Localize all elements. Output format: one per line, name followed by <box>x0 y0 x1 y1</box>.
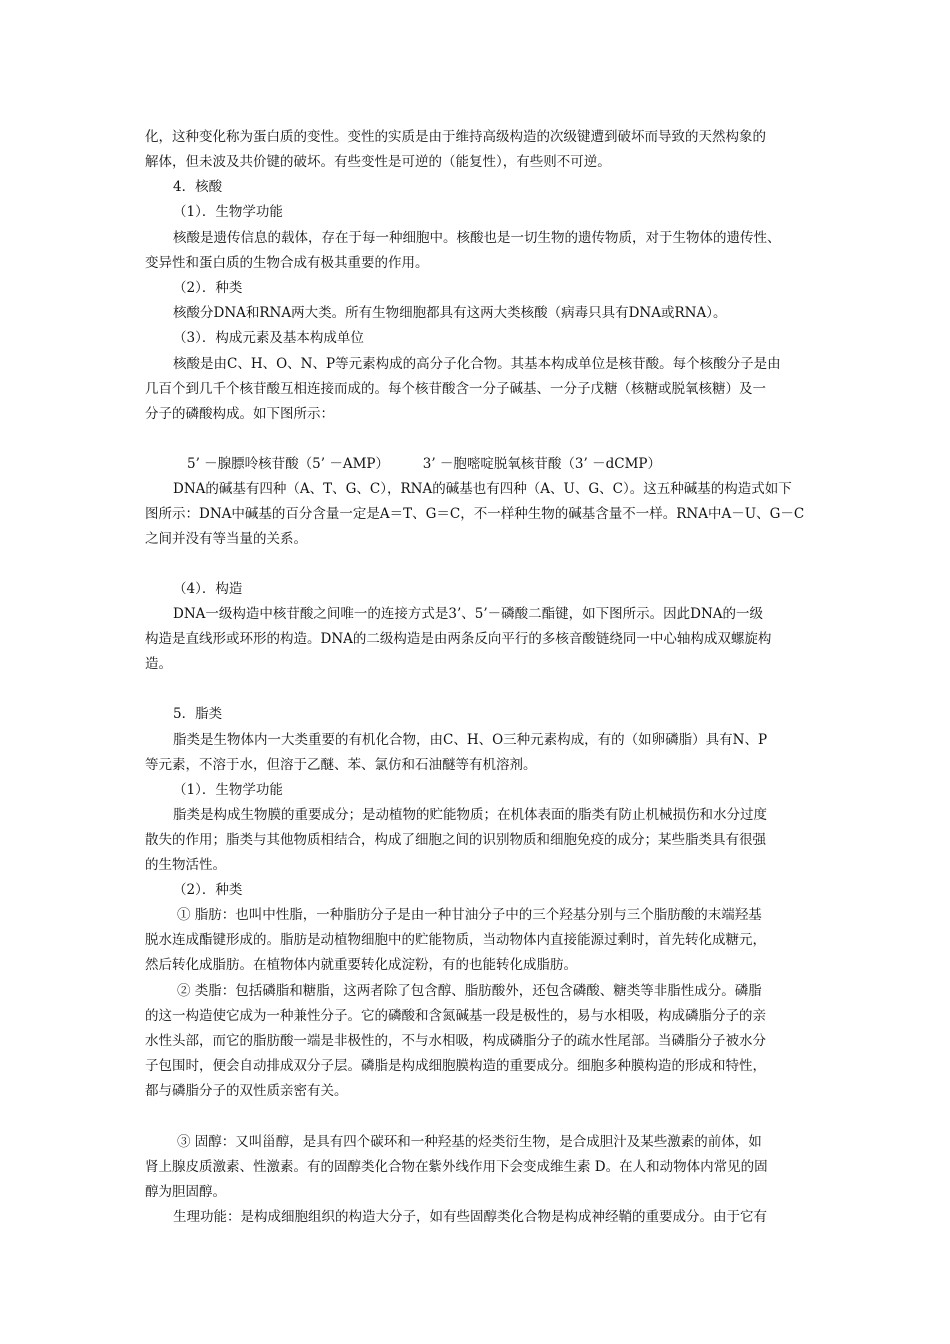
text-line: ① 脂肪：也叫中性脂，一种脂肪分子是由一种甘油分子中的三个羟基分别与三个脂肪酸的末端羟基 <box>177 907 762 923</box>
text-line: 几百个到几千个核苷酸互相连接而成的。每个核苷酸含一分子碱基、一分子戊糖（核糖或脱氧核糖）及一 <box>145 381 766 397</box>
text-line: 化，这种变化称为蛋白质的变性。变性的实质是由于维持高级构造的次级键遭到破坏而导致的天然构象的 <box>145 129 766 145</box>
text-line: 的这一构造使它成为一种兼性分子。它的磷酸和含氮碱基一段是极性的，易与水相吸，构成磷脂分子的亲 <box>145 1008 766 1024</box>
subsection-heading: （1）．生物学功能 <box>173 204 283 220</box>
text-line: 散失的作用；脂类与其他物质相结合，构成了细胞之间的识别物质和细胞免疫的成分；某些脂类具有很强 <box>145 832 766 848</box>
text-line: ③ 固醇：又叫甾醇，是具有四个碳环和一种羟基的烃类衍生物，是合成胆汁及某些激素的前体，如 <box>177 1134 762 1150</box>
text-line: 生理功能：是构成细胞组织的构造大分子，如有些固醇类化合物是构成神经鞘的重要成分。由于它有 <box>173 1209 767 1225</box>
text-line: ② 类脂：包括磷脂和糖脂，这两者除了包含醇、脂肪酸外，还包含磷酸、糖类等非脂性成分。磷脂 <box>177 983 762 999</box>
text-line: 解体，但未波及共价键的破坏。有些变性是可逆的（能复性），有些则不可逆。 <box>145 154 611 170</box>
text-line: 分子的磷酸构成。如下图所示： <box>145 406 334 422</box>
figure-caption: 5’ －腺膘呤核苷酸（5’ －AMP） 3’ －胞嘧啶脱氧核苷酸（3’ －dCMP） <box>187 456 661 472</box>
text-line: 然后转化成脂肪。在植物体内就重要转化成淀粉，有的也能转化成脂肪。 <box>145 957 577 973</box>
text-line: 变异性和蛋白质的生物合成有极其重要的作用。 <box>145 255 429 271</box>
subsection-heading: （2）．种类 <box>173 882 243 898</box>
subsection-heading: （3）．构成元素及基本构成单位 <box>173 330 364 346</box>
subsection-heading: （1）．生物学功能 <box>173 782 283 798</box>
subsection-heading: （2）．种类 <box>173 280 243 296</box>
text-line: 脂类是生物体内一大类重要的有机化合物，由C、H、O三种元素构成，有的（如卵磷脂）具有N、P <box>173 732 768 748</box>
text-line: 之间并没有等当量的关系。 <box>145 531 307 547</box>
section-heading: 5．脂类 <box>173 706 223 722</box>
text-line: 醇为胆固醇。 <box>145 1184 226 1200</box>
text-line: 肾上腺皮质激素、性激素。有的固醇类化合物在紫外线作用下会变成维生素 D。在人和动物体内常见的固 <box>145 1159 768 1175</box>
text-line: 核酸分DNA和RNA两大类。所有生物细胞都具有这两大类核酸（病毒只具有DNA或RNA）。 <box>173 305 727 321</box>
text-line: 核酸是由C、H、O、N、P等元素构成的高分子化合物。其基本构成单位是核苷酸。每个核酸分子是由 <box>173 356 781 372</box>
text-line: 构造是直线形或环形的构造。DNA的二级构造是由两条反向平行的多核音酸链绕同一中心轴构成双螺旋构 <box>145 631 772 647</box>
section-heading: 4．核酸 <box>173 179 223 195</box>
text-line: DNA的碱基有四种（A、T、G、C），RNA的碱基也有四种（A、U、G、C）。这五种碱基的构造式如下 <box>173 481 792 497</box>
text-line: 脱水连成酯键形成的。脂肪是动植物细胞中的贮能物质，当动物体内直接能源过剩时，首先转化成糖元， <box>145 932 766 948</box>
text-line: 的生物活性。 <box>145 857 226 873</box>
text-line: 脂类是构成生物膜的重要成分；是动植物的贮能物质；在机体表面的脂类有防止机械损伤和水分过度 <box>173 807 767 823</box>
text-line: 等元素，不溶于水，但溶于乙醚、苯、氯仿和石油醚等有机溶剂。 <box>145 757 537 773</box>
text-line: 水性头部，而它的脂肪酸一端是非极性的，不与水相吸，构成磷脂分子的疏水性尾部。当磷脂分子被水分 <box>145 1033 766 1049</box>
text-line: 造。 <box>145 656 172 672</box>
subsection-heading: （4）．构造 <box>173 581 243 597</box>
text-line: 核酸是遗传信息的载体，存在于每一种细胞中。核酸也是一切生物的遗传物质，对于生物体的遗传性、 <box>173 230 781 246</box>
text-line: DNA一级构造中核苷酸之间唯一的连接方式是3’、5’－磷酸二酯键，如下图所示。因此DNA的一级 <box>173 606 764 622</box>
text-line: 都与磷脂分子的双性质亲密有关。 <box>145 1083 348 1099</box>
text-line: 图所示：DNA中碱基的百分含量一定是A＝T、G＝C，不一样种生物的碱基含量不一样。RNA中A－U、G－C <box>145 506 805 522</box>
text-line: 子包围时，便会自动排成双分子层。磷脂是构成细胞膜构造的重要成分。细胞多种膜构造的形成和特性， <box>145 1058 766 1074</box>
